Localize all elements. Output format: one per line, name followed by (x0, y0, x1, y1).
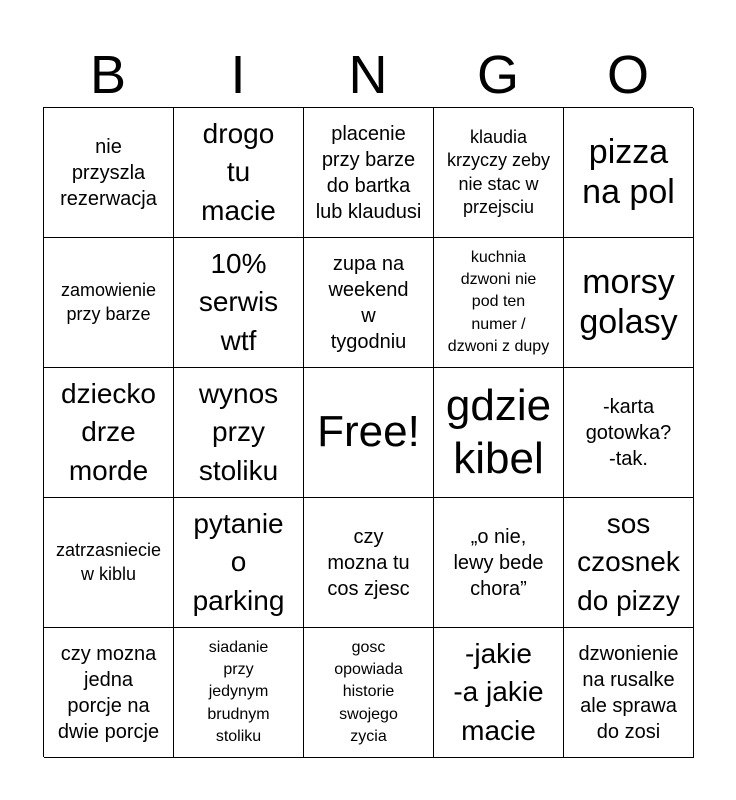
bingo-cell-r5c3[interactable] (304, 628, 434, 758)
bingo-cell-r2c1[interactable] (44, 238, 174, 368)
cell-text: drogo tu macie (201, 117, 276, 226)
bingo-cell-r3c5[interactable] (564, 368, 694, 498)
header-letter-o: O (606, 45, 649, 105)
bingo-cell-r2c2[interactable] (174, 238, 304, 368)
header-letter-i: I (230, 45, 246, 105)
bingo-cell-r5c1[interactable] (44, 628, 174, 758)
cell-text: 10% serwis wtf (198, 247, 279, 356)
cell-text: morsy golasy (579, 263, 678, 341)
header-letter-g: G (476, 45, 519, 105)
bingo-cell-r4c2[interactable] (174, 498, 304, 628)
cell-text: wynos przy stoliku (198, 377, 279, 486)
cell-text: siadanie przy jedynym brudnym stoliku (207, 639, 270, 745)
bingo-cell-r3c4[interactable] (434, 368, 564, 498)
bingo-cell-r1c2[interactable] (174, 108, 304, 238)
cell-text: czy mozna jedna porcje na dwie porcje (57, 642, 160, 743)
cell-text: placenie przy barze do bartka lub klaudusi (315, 122, 422, 223)
bingo-cell-r2c5[interactable] (564, 238, 694, 368)
bingo-cell-r1c1[interactable] (44, 108, 174, 238)
header-letter-b: B (89, 45, 127, 105)
bingo-cell-r4c5[interactable] (564, 498, 694, 628)
header-letter-n: N (348, 45, 388, 105)
bingo-cell-r1c4[interactable] (434, 108, 564, 238)
bingo-cell-r1c5[interactable] (564, 108, 694, 238)
bingo-cell-r4c4[interactable] (434, 498, 564, 628)
bingo-cell-r5c2[interactable] (174, 628, 304, 758)
bingo-cell-r2c3[interactable] (304, 238, 434, 368)
cell-text: -jakie -a jakie macie (453, 637, 544, 746)
bingo-cell-r4c3[interactable] (304, 498, 434, 628)
cell-text: gosc opowiada historie swojego zycia (334, 639, 403, 745)
bingo-cell-r2c4[interactable] (434, 238, 564, 368)
cell-text: pizza na pol (582, 133, 675, 211)
cell-text: dziecko drze morde (61, 377, 156, 486)
bingo-cell-r5c5[interactable] (564, 628, 694, 758)
bingo-cell-r4c1[interactable] (44, 498, 174, 628)
bingo-cell-r1c3[interactable] (304, 108, 434, 238)
cell-text: gdzie kibel (445, 380, 552, 483)
cell-text: sos czosnek do pizzy (577, 507, 680, 616)
cell-text: czy mozna tu cos zjesc (327, 525, 410, 600)
cell-text: nie przyszla rezerwacja (60, 135, 157, 210)
cell-text: klaudia krzyczy zeby nie stac w przejsciu (446, 127, 551, 217)
cell-text: kuchnia dzwoni nie pod ten numer / dzwoni z dupy (447, 249, 550, 355)
cell-text: „o nie, lewy bede chora” (453, 525, 544, 600)
cell-text: zupa na weekend w tygodniu (328, 252, 409, 353)
cell-text: dzwonienie na rusalke ale sprawa do zosi (578, 642, 679, 743)
cell-text: zamowienie przy barze (60, 280, 157, 324)
cell-text: -karta gotowka? -tak. (585, 395, 672, 470)
bingo-cell-r3c2[interactable] (174, 368, 304, 498)
bingo-header (43, 44, 693, 106)
free-space-label: Free! (317, 407, 420, 457)
cell-text: pytanie o parking (192, 507, 285, 616)
free-space-cell[interactable] (304, 368, 434, 498)
bingo-cell-r5c4[interactable] (434, 628, 564, 758)
bingo-cell-r3c1[interactable] (44, 368, 174, 498)
bingo-board (43, 107, 693, 757)
cell-text: zatrzasniecie w kiblu (55, 540, 162, 584)
